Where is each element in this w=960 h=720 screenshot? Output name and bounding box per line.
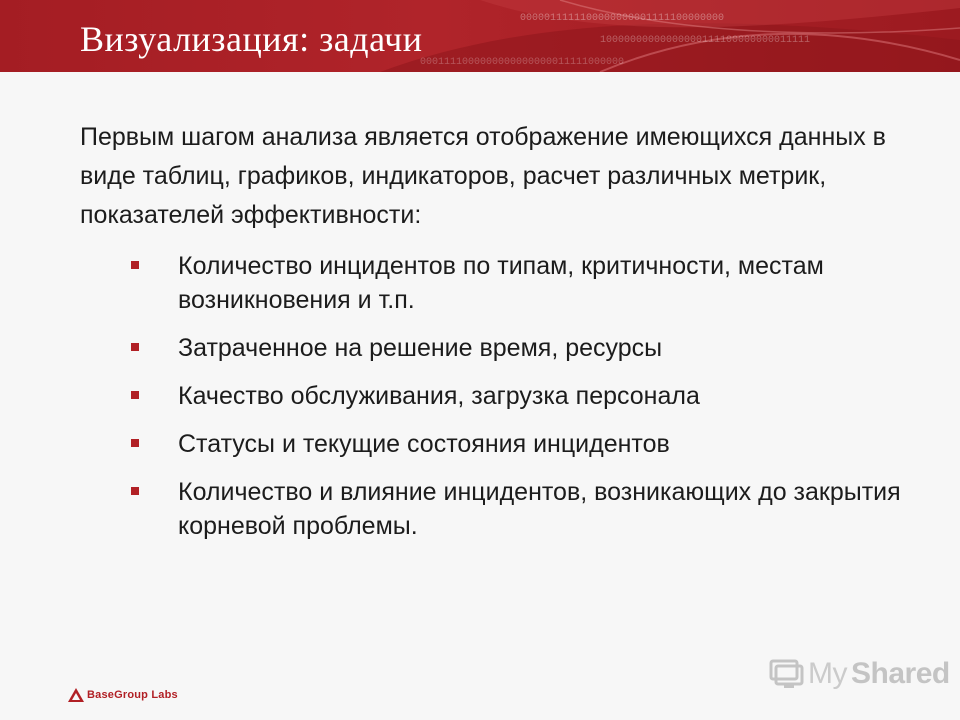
binary-text-row: 10000000000000000111100000000011111 <box>600 35 811 46</box>
bullet-item <box>80 379 920 413</box>
intro-paragraph: Первым шагом анализа является отображение имеющихся данных в виде таблиц, графиков, индикаторов, расчет различных метрик, показателей эффективности: <box>80 123 886 229</box>
basegroup-triangle-icon <box>68 688 84 702</box>
bullet-item <box>80 475 920 543</box>
bullet-item <box>80 249 920 317</box>
bullet-text: Затраченное на решение время, ресурсы <box>178 334 663 362</box>
square-bullet-icon <box>131 343 139 351</box>
bullet-list <box>80 249 920 543</box>
basegroup-logo <box>68 686 178 704</box>
title-banner <box>0 0 960 72</box>
brand-name: BaseGroup Labs <box>87 689 178 701</box>
bullet-item <box>80 427 920 461</box>
bullet-text: Качество обслуживания, загрузка персонала <box>178 382 700 410</box>
square-bullet-icon <box>131 261 139 269</box>
bullet-text: Статусы и текущие состояния инцидентов <box>178 430 670 458</box>
watermark-prefix: My <box>808 657 847 690</box>
square-bullet-icon <box>131 391 139 399</box>
square-bullet-icon <box>131 439 139 447</box>
slide-body <box>80 118 920 557</box>
myshared-watermark <box>768 656 950 692</box>
binary-text-row: 0000011111100000000001111100000000 <box>520 13 725 24</box>
bullet-item <box>80 331 920 365</box>
slide-title: Визуализация: задачи <box>80 19 423 59</box>
square-bullet-icon <box>131 487 139 495</box>
watermark-suffix: Shared <box>851 657 950 690</box>
bullet-text: Количество и влияние инцидентов, возникающих до закрытия корневой проблемы. <box>178 478 901 540</box>
myshared-screen-icon <box>768 658 804 690</box>
binary-text-row: 0001111000000000000000011111000000 <box>420 57 625 68</box>
bullet-text: Количество инцидентов по типам, критичности, местам возникновения и т.п. <box>178 252 824 314</box>
